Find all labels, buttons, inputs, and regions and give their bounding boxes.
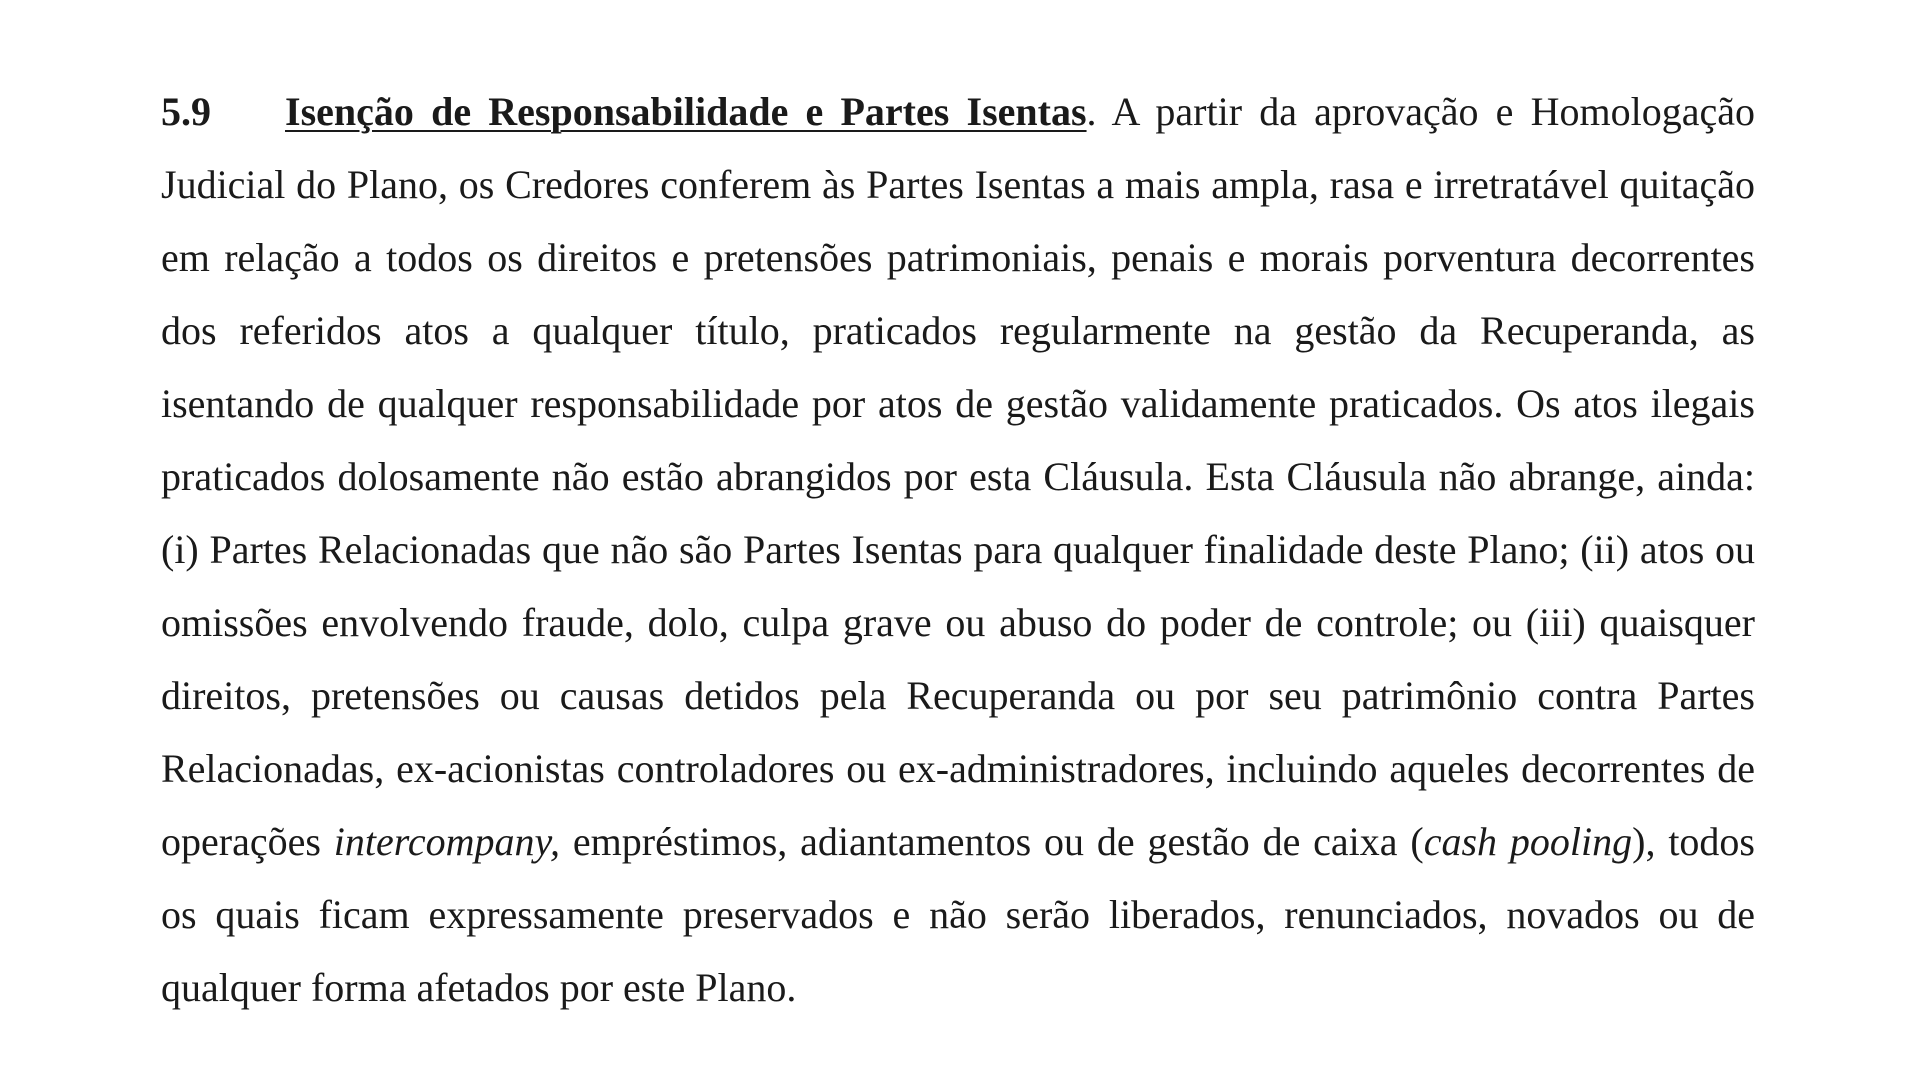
document-page [161, 75, 1755, 1024]
clause-heading: Isenção de Responsabilidade e Partes Isentas [285, 89, 1087, 134]
clause-italic-term-cash-pooling: cash pooling [1423, 819, 1633, 864]
clause-text-part-1: A partir da aprovação e Homologação Judicial do Plano, os Credores conferem às Partes Isentas a mais ampla, rasa e irretratável quitação em relação a todos os direitos e pretensões patrimoniais, penais e morais porventura decorrentes dos referidos atos a qualquer título, praticados regularmente na gestão da Recuperanda, as isentando de qualquer responsabilidade por atos de gestão validamente praticados. Os atos ilegais praticados dolosamente não estão abrangidos por esta Cláusula. Esta Cláusula não abrange, ainda: (i) Partes Relacionadas que não são Partes Isentas para qualquer finalidade deste Plano; (ii) atos ou omissões envolvendo fraude, dolo, culpa grave ou abuso do poder de controle; ou (iii) quaisquer direitos, pretensões ou causas detidos pela Recuperanda ou por seu patrimônio contra Partes Relacionadas, ex-acionistas controladores ou ex-administradores, incluindo aqueles decorrentes de operações [161, 89, 1756, 864]
clause-heading-punctuation: . [1086, 89, 1097, 134]
clause-italic-term-intercompany: intercompany, [333, 819, 561, 864]
clause-text-part-2: empréstimos, adiantamentos ou de gestão de caixa ( [560, 819, 1424, 864]
clause-text-part-3: ), todos os quais ficam expressamente preservados e não serão liberados, renunciados, novados ou de qualquer forma afetados por este Plano. [161, 819, 1755, 1010]
clause-paragraph [161, 75, 1755, 1024]
clause-number: 5.9 [161, 89, 211, 134]
